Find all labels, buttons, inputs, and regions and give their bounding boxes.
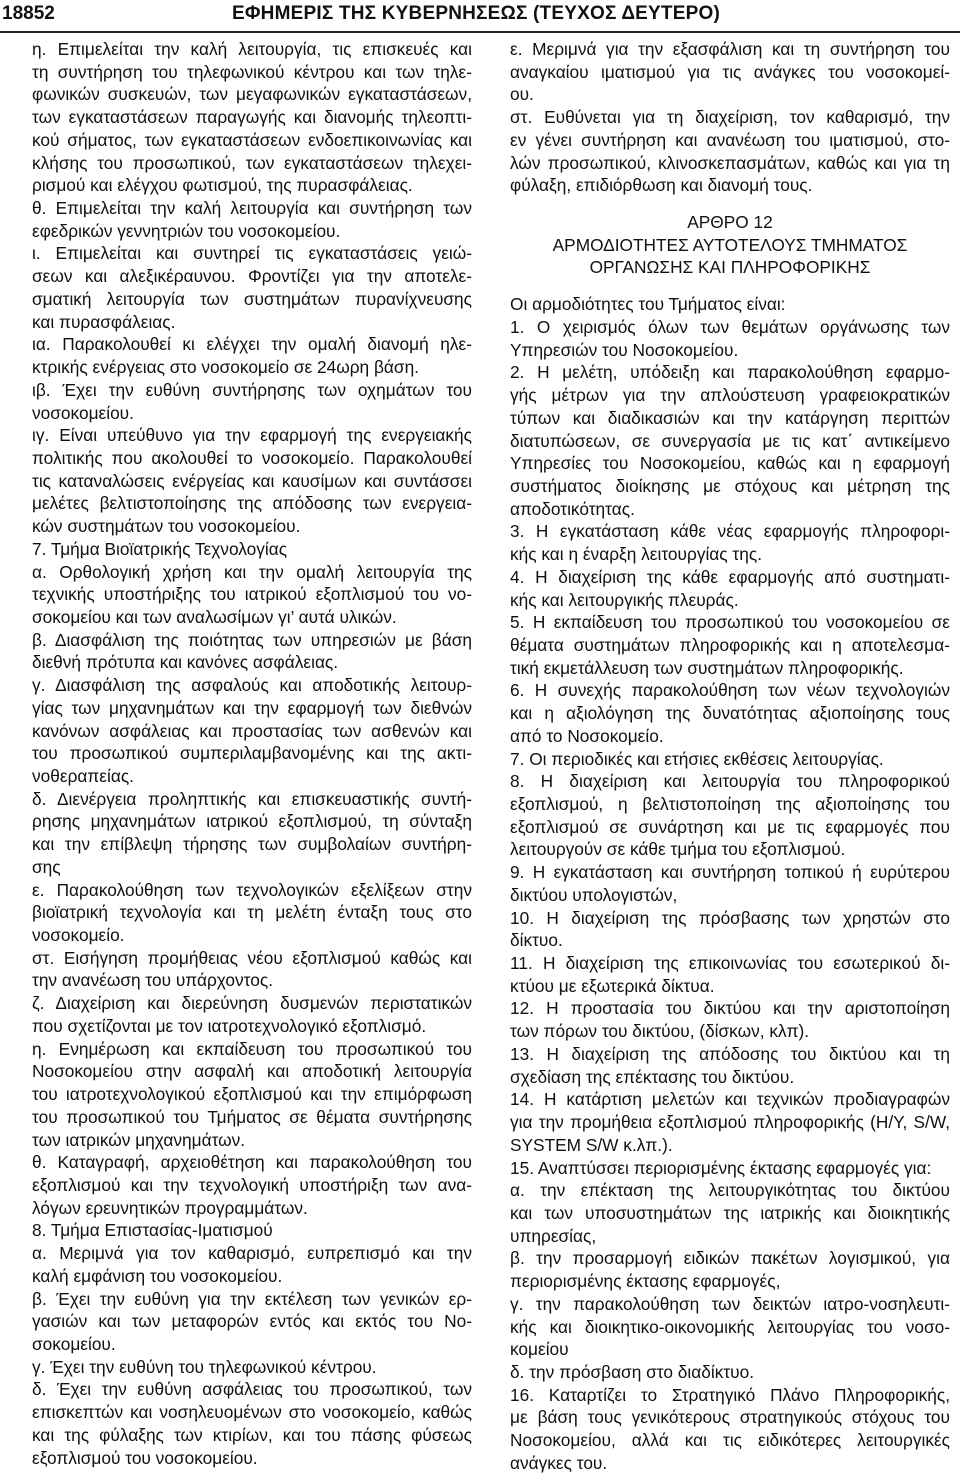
text-line: δ. την πρόσβαση στο διαδίκτυο. <box>510 1361 755 1382</box>
text-line: γασιών και των μεταφορών εντός και εκτός του Νο- <box>32 1311 472 1332</box>
text-line: σης <box>32 856 61 877</box>
text-line: εξοπλισμού του νοσοκομείου. <box>32 1447 258 1468</box>
text-line: 13. Η διαχείριση της απόδοσης του δικτύου και τη <box>510 1043 950 1064</box>
article-heading-line: ΟΡΓΑΝΩΣΗΣ ΚΑΙ ΠΛΗΡΟΦΟΡΙΚΗΣ <box>589 257 871 278</box>
text-line: εφεδρικών γεννητριών του νοσοκομείου. <box>32 220 341 241</box>
text-line: γ. Διασφάλιση της ασφαλούς και αποδοτικής λειτουρ- <box>32 675 472 696</box>
text-line: θ. Επιμελείται την καλή λειτουργία και συντήρηση των <box>32 198 472 219</box>
text-line: 9. Η εγκατάσταση και συντήρηση τοπικού ή ευρύτερου <box>510 862 950 883</box>
text-line: 16. Καταρτίζει το Στρατηγικό Πλάνο Πληροφορικής, <box>510 1384 950 1405</box>
text-line: στ. Εισήγηση προμήθειας νέου εξοπλισμού καθώς και <box>32 947 472 968</box>
text-line: Νοσοκομείου στην ασφαλή και αποδοτική λειτουργία <box>32 1061 472 1082</box>
text-line: επισκεπτών και νοσηλευομένων στο νοσοκομείο, καθώς <box>32 1402 472 1423</box>
text-line: και της φύλαξης των κτιρίων, και του πάσης φύσεως <box>32 1424 472 1445</box>
text-line: γίας των μηχανημάτων και την εφαρμογή των διεθνών <box>32 697 472 718</box>
text-line: και την επίβλεψη τήρησης των συμβολαίων συντήρη- <box>32 834 472 855</box>
text-line: του προσωπικού συμπεριλαμβανομένης και της ακτι- <box>32 743 472 764</box>
header-rule <box>0 31 960 33</box>
text-line: δικτύου υπολογιστών, <box>510 884 678 905</box>
text-line: συστήματος διοίκησης με στόχους και μέτρηση της <box>510 475 950 496</box>
text-line: του προσωπικού του Τμήματος σε θέματα συντήρησης <box>32 1106 472 1127</box>
text-line: 5. Η εκπαίδευση του προσωπικού του νοσοκομείου σε <box>510 612 950 633</box>
text-line: 2. Η μελέτη, υπόδειξη και παρακολούθηση εφαρμο- <box>510 362 950 383</box>
text-line: Οι αρμοδιότητες του Τμήματος είναι: <box>510 294 786 315</box>
text-line: ι. Επιμελείται και συντηρεί τις εγκαταστάσεις γειώ- <box>32 243 472 264</box>
text-line: ου. <box>510 84 534 105</box>
text-line: νοθεραπείας. <box>32 766 134 786</box>
text-line: 12. Η προστασία του δικτύου και την αριστοποίηση <box>510 998 950 1019</box>
text-line: δίκτυο. <box>510 930 563 951</box>
text-line: των εγκαταστάσεων παραγωγής και διανομής τηλεοπτι- <box>32 107 472 128</box>
text-line: γής μέτρων για την απλούστευση γραφειοκρατικών <box>510 385 950 406</box>
text-line: των πόρων του δικτύου, (δίσκων, κλπ). <box>510 1021 810 1042</box>
text-line: και πυρασφάλειας. <box>32 311 176 332</box>
text-line: γ. Έχει την ευθύνη του τηλεφωνικού κέντρου. <box>32 1356 377 1377</box>
text-line: κής και η έναρξη λειτουργίας της. <box>510 544 762 565</box>
page-header <box>0 0 960 36</box>
text-line: Νοσοκομείου, αλλά και τις ειδικότερες λειτουργικές <box>510 1430 950 1451</box>
text-line: νοσοκομείο. <box>32 925 125 946</box>
text-line: ανάγκες του. <box>510 1452 608 1473</box>
text-line: ε. Μεριμνά για την εξασφάλιση και τη συντήρηση του <box>510 39 950 59</box>
text-line: εν γένει συντήρηση και ανανέωση του ιματισμού, στο- <box>510 129 950 150</box>
text-line: 8. Η διαχείριση και λειτουργία του πληροφορικού <box>510 771 950 792</box>
text-line: εξοπλισμού, η βελτιστοποίηση της αξιοποίησης του <box>510 794 950 814</box>
text-line: αναγκαίου ιματισμού για τις ανάγκες του νοσοκομεί- <box>510 61 950 82</box>
text-line: γ. την παρακολούθηση των δεικτών ιατρο-νοσηλευτι- <box>510 1293 950 1314</box>
text-line: κτρικής ενέργειας στο νοσοκομείο σε 24ωρη βάση. <box>32 357 419 378</box>
text-line: κού σήματος, των εγκαταστάσεων ενδοεπικοινωνίας και <box>32 129 472 150</box>
text-line: τη συντήρηση του τηλεφωνικού κέντρου και των τηλε- <box>32 61 472 82</box>
text-line: στ. Ευθύνεται για τη διαχείριση, τον καθαρισμό, την <box>510 107 950 128</box>
text-line: σοκομείου και των αναλωσίμων γι’ αυτά υλικών. <box>32 606 397 627</box>
text-line: 10. Η διαχείριση της πρόσβασης των χρηστών στο <box>510 907 950 928</box>
text-line: 15. Αναπτύσσει περιορισμένης έκτασης εφαρμογές για: <box>510 1157 932 1178</box>
text-line: 7. Οι περιοδικές και ετήσιες εκθέσεις λειτουργίας. <box>510 748 884 769</box>
spacer <box>510 279 950 293</box>
text-line: 6. Η συνεχής παρακολούθηση των νέων τεχνολογιών <box>510 680 950 701</box>
text-line: ε. Παρακολούθηση των τεχνολογικών εξελίξεων στην <box>32 879 472 900</box>
text-line: λόγων ερευνητικών προγραμμάτων. <box>32 1197 308 1218</box>
text-line: περιορισμένης έκτασης εφαρμογές, <box>510 1271 781 1292</box>
text-line: κομείου <box>510 1339 569 1360</box>
text-line: 11. Η διαχείριση της επικοινωνίας του εσωτερικού δι- <box>510 953 950 974</box>
text-line: σοκομείου. <box>32 1333 116 1354</box>
text-line: β. την προσαρμογή ειδικών πακέτων λογισμικού, για <box>510 1248 950 1269</box>
text-line: με βάση τους γενικότερους στρατηγικούς στόχους του <box>510 1407 950 1428</box>
text-line: α. Ορθολογική χρήση και την ομαλή λειτουργία της <box>32 561 472 582</box>
text-line: β. Διασφάλιση της ποιότητας των υπηρεσιών με βάση <box>32 629 472 650</box>
text-line: τις καταναλώσεις ενέργείας και καυσίμων και συντάσσει <box>32 470 472 491</box>
text-line: σχεδίαση της επέκτασης του δικτύου. <box>510 1066 795 1087</box>
text-line: βιοϊατρική τεχνολογία και τη μελέτη ένταξη τους στο <box>32 902 472 923</box>
text-line: αποδοτικότητας. <box>510 498 635 519</box>
left-column <box>32 38 472 1469</box>
text-line: κλήσης του προσωπικού, των εγκαταστάσεων τηλεχει- <box>32 152 472 173</box>
text-line: ρησης μηχανημάτων ιατρικού εξοπλισμού, τη σύνταξη <box>32 811 472 832</box>
text-line: πολιτικής που ακολουθεί το νοσοκομείο. Παρακολουθεί <box>32 447 472 468</box>
text-line: θ. Καταγραφή, αρχειοθέτηση και παρακολούθηση του <box>32 1152 472 1173</box>
text-line: φωνικών συσκευών, των μεγαφωνικών εγκαταστάσεων, <box>32 84 472 105</box>
text-line: για την προμήθεια εξοπλισμού πληροφορικής (Η/Υ, S/W, <box>510 1112 950 1133</box>
text-line: διατυπώσεων, σε συνεργασία με τις κατ΄ αντικείμενο <box>510 430 950 451</box>
text-line: και των υποσυστημάτων της ιατρικής και διοικητικής <box>510 1202 950 1223</box>
text-line: α. την επέκταση της λειτουργικότητας του δικτύου <box>510 1180 950 1201</box>
text-line: Υπηρεσίες του Νοσοκομείου, καθώς και η εφαρμογή <box>510 453 950 474</box>
text-line: νοσοκομείου. <box>32 402 134 423</box>
text-line: ρισμού και ελέγχου φωτισμού, της πυρασφάλειας. <box>32 175 413 196</box>
right-column <box>510 38 950 1475</box>
article-heading-line: ΑΡΘΡΟ 12 <box>687 212 773 233</box>
text-line: που σχετίζονται με τον ιατροτεχνολογικό εξοπλισμό. <box>32 1015 427 1036</box>
text-line: την ανανέωση του υπάρχοντος. <box>32 970 273 991</box>
text-line: λών προσωπικού, κλινοσκεπασμάτων, καθώς και για τη <box>510 152 950 173</box>
text-line: α. Μεριμνά για τον καθαρισμό, ευπρεπισμό και την <box>32 1243 472 1264</box>
text-line: διεθνή πρότυπα και κανόνες ασφάλειας. <box>32 652 339 673</box>
text-line: σεων και αλεξικέραυνου. Φροντίζει για την αποτελε- <box>32 266 472 287</box>
text-line: 14. Η κατάρτιση μελετών και τεχνικών προδιαγραφών <box>510 1089 950 1110</box>
spacer <box>510 197 950 211</box>
text-line: λειτουργούν σε κάθε τμήμα του εξοπλισμού. <box>510 839 846 860</box>
text-line: φύλαξη, επιδιόρθωση και διανομή τους. <box>510 175 813 196</box>
text-line: Υπηρεσιών του Νοσοκομείου. <box>510 339 739 360</box>
text-line: 7. Τμήμα Βιοϊατρικής Τεχνολογίας <box>32 538 288 559</box>
journal-title: ΕΦΗΜΕΡΙΣ ΤΗΣ ΚΥΒΕΡΝΗΣΕΩΣ (ΤΕΥΧΟΣ ΔΕΥΤΕΡΟ) <box>232 3 720 24</box>
text-line: κών συστημάτων του νοσοκομείου. <box>32 516 301 537</box>
text-line: εξοπλισμού σε συνάρτηση και με τις εφαρμογές που <box>510 816 950 837</box>
text-line: τεχνικής υποστήριξης του ιατρικού εξοπλισμού του νο- <box>32 584 472 605</box>
text-line: η. Ενημέρωση και εκπαίδευση του προσωπικού του <box>32 1038 472 1059</box>
text-line: 8. Τμήμα Επιστασίας-Ιματισμού <box>32 1220 273 1241</box>
text-line: κανόνων ασφάλειας και προστασίας των ασθενών και <box>32 720 472 741</box>
text-line: η. Επιμελείται την καλή λειτουργία, τις επισκευές και <box>32 39 472 59</box>
text-line: ζ. Διαχείριση και διερεύνηση δυσμενών περιστατικών <box>32 993 472 1014</box>
text-line: 4. Η διαχείριση της κάθε εφαρμογής από συστηματι- <box>510 566 950 587</box>
text-line: SYSTEM S/W κ.λπ.). <box>510 1134 673 1155</box>
text-line: σματική λειτουργία των συστημάτων πυρανίχνευσης <box>32 288 472 309</box>
page-number: 18852 <box>2 3 55 24</box>
text-line: των ιατρικών μηχανημάτων. <box>32 1129 246 1150</box>
text-line: κής και διοικητικο-οικονομικής λειτουργίας του νοσο- <box>510 1316 950 1337</box>
text-line: καλή εμφάνιση του νοσοκομείου. <box>32 1265 283 1286</box>
text-line: του ιατροτεχνολογικού εξοπλισμού και την επιμόρφωση <box>32 1084 472 1105</box>
text-line: ιβ. Έχει την ευθύνη συντήρησης των οχημάτων του <box>32 379 472 400</box>
text-line: κτύου με εξωτερικά δίκτυα. <box>510 975 715 996</box>
article-heading-line: ΑΡΜΟΔΙΟΤΗΤΕΣ ΑΥΤΟΤΕΛΟΥΣ ΤΜΗΜΑΤΟΣ <box>552 234 908 255</box>
text-line: κής και λειτουργικής πλευράς. <box>510 589 739 610</box>
text-line: ιγ. Είναι υπεύθυνο για την εφαρμογή της ενεργειακής <box>32 425 472 446</box>
text-line: 1. Ο χειρισμός όλων των θεμάτων οργάνωσης των <box>510 316 950 337</box>
text-line: θέματα συστημάτων πληροφορικής και η αποτελεσμα- <box>510 634 950 655</box>
text-line: υπηρεσίας, <box>510 1225 597 1246</box>
text-line: ια. Παρακολουθεί κι ελέγχει την ομαλή διανομή ηλε- <box>32 334 472 355</box>
text-line: και η αξιολόγηση της δυνατότητας αξιοποίησης τους <box>510 703 950 724</box>
text-line: από το Νοσοκομείο. <box>510 725 664 746</box>
text-line: δ. Έχει την ευθύνη ασφάλειας του προσωπικού, των <box>32 1379 472 1400</box>
text-line: εξοπλισμού και την τεχνολογική υποστήριξη των ανα- <box>32 1174 472 1195</box>
text-line: δ. Διενέργεια προληπτικής και επισκευαστικής συντή- <box>32 788 472 809</box>
text-line: μελέτες βελτιστοποίησης της απόδοσης των ενεργεια- <box>32 493 472 514</box>
text-line: β. Έχει την ευθύνη για την εκτέλεση των γενικών ερ- <box>32 1288 472 1309</box>
text-line: τύπων και διαδικασιών και την κατάργηση περιττών <box>510 407 950 428</box>
text-line: 3. Η εγκατάσταση κάθε νέας εφαρμογής πληροφορι- <box>510 521 950 542</box>
text-line: τική εκμετάλλευση των συστημάτων πληροφορικής. <box>510 657 904 678</box>
